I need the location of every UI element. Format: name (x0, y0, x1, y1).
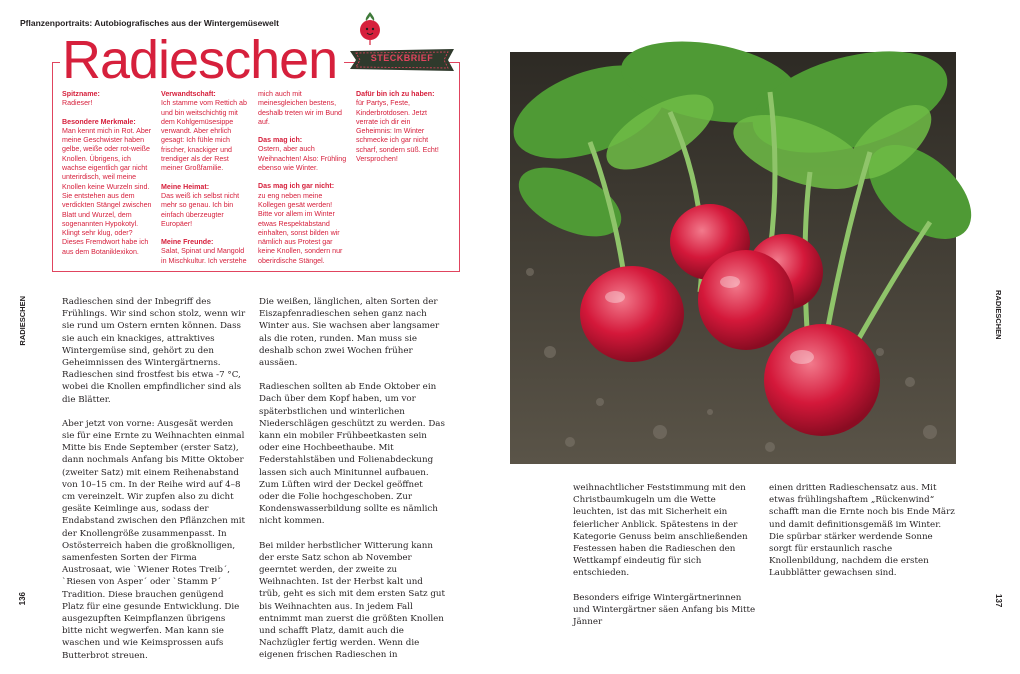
paragraph: weihnachtlicher Feststimmung mit den Christbaumkugeln um die Wette leuchten, ist das mit Sicherheit ein feierlicher Anblick. Spätestens in der Kategorie Genuss beim anschließenden Festessen haben die Radieschen den Wettkampf eindeutig für sich entschieden. (573, 483, 748, 579)
steckbrief-col-2 (161, 90, 251, 275)
sb-text: für Partys, Feste, Kinderbrotdosen. Jetzt verrate ich dir ein Geheimnis: Im Winter schmecke ich gar nicht scharf, sondern süß. Echt! Versprochen! (356, 99, 439, 164)
body-col-4 (769, 482, 955, 592)
paragraph: Radieschen sind der Inbegriff des Frühlings. Wir sind schon stolz, wenn wir sie rund um Ostern ernten können. Dass sie auch ein knackiges, attraktives Wintergemüse sind, gehört zu den Geheimnissen des Wintergärtnerns. Radieschen sind frostfest bis etwa -7 °C, wobei die Knollen empfindlicher sind als die Blätter. (62, 297, 246, 405)
page-title: Radieschen (62, 30, 338, 90)
paragraph: Besonders eifrige Wintergärtnerinnen und Wintergärtner säen Anfang bis Mitte Jänner (573, 592, 756, 628)
sb-heading: Verwandtschaft: (161, 90, 216, 98)
body-col-3 (573, 482, 759, 640)
body-col-2 (259, 296, 445, 674)
badge-label: STECKBRIEF (370, 53, 434, 63)
radish-photo (510, 52, 956, 464)
body-col-1 (62, 296, 248, 674)
radish-mascot-icon (356, 10, 384, 46)
paragraph: Bei milder herbstlicher Witterung kann der erste Satz schon ab November geerntet werden, der zweite zu Weihnachten. Ist der Herbst kalt und trüb, geht es sich mit dem ersten Satz gut bis Weihnachten aus. In jedem Fall entnimmt man zuerst die größten Knollen und schafft Platz, damit auch die Nachzügler fertig werden. Wenn die eigenen frischen Radieschen in (259, 540, 446, 661)
running-header: Pflanzenportraits: Autobiografisches aus der Wintergemüsewelt (20, 18, 279, 28)
page-number-left: 136 (18, 592, 27, 606)
paragraph: Radieschen sollten ab Ende Oktober ein Dach über dem Kopf haben, um vor späterbstlichen und winterlichen Niederschlägen geschützt zu werden. Das kann ein mobiler Frühbeetkasten sein oder eine Hochbeethaube. Mit Federstahlstäben und Folienabdeckung lassen sich auch Minitunnel aufbauen. Zum Lüften wird der Deckel geöffnet oder die Folie hochgeschoben. Zur Kondenswasserbildung sollte es nämlich nicht kommen. (259, 382, 445, 527)
side-label-left: RADIESCHEN (18, 296, 27, 346)
paragraph: Die weißen, länglichen, alten Sorten der Eiszapfenradieschen sehen ganz nach Winter aus. Sie wachsen aber langsamer als die roten, runden. Man muss sie deshalb schon zwei Wochen früher aussäen. (259, 297, 440, 369)
sb-heading: Meine Heimat: (161, 182, 210, 191)
sb-heading: Dafür bin ich zu haben: (356, 90, 435, 98)
steckbrief-col-1 (62, 90, 152, 266)
paragraph: einen dritten Radieschensatz aus. Mit etwas frühlingshaftem „Rückenwind“ schafft man die Ernte noch bis Ende März und damit definitionsgemäß im Winter. Die spürbar stärker werdende Sonne sorgt für erstaunlich rasche Knollenbildung, nachdem die ersten Laubblätter gewachsen sind. (769, 483, 955, 579)
sb-text: Ich stamme vom Rettich ab und bin weitschichtig mit dem Kohlgemüsesippe verwandt. Aber ehrlich gesagt: Ich fühle mich frischer, knackiger und trendiger als der Rest meiner Großfamilie. (161, 99, 247, 173)
sb-heading: Besondere Merkmale: (62, 117, 136, 126)
sb-heading: Spitzname: (62, 90, 100, 98)
side-label-right: RADIESCHEN (994, 290, 1003, 340)
sb-text: Salat, Spinat und Mangold in Mischkultur. Ich verstehe (161, 247, 247, 265)
sb-text: Ostern, aber auch Weihnachten! Also: Frühling ebenso wie Winter. (258, 145, 347, 173)
sb-text: Radieser! (62, 99, 93, 108)
sb-text: mich auch mit meinesgleichen bestens, deshalb treten wir im Bund auf. (258, 90, 342, 126)
paragraph: Aber jetzt von vorne: Ausgesät werden sie für eine Ernte zu Weihnachten einmal Mitte bis Ende September (erster Satz), dann nochmals Anfang bis Mitte Oktober (zweiter Satz) mit einem Reihenabstand von 10–15 cm. In der Reihe wird auf 4–8 cm vereinzelt. Wir zupfen also zu dicht gesäte Keimlinge aus, sodass der Endabstand zwischen den Pflänzchen mit der Knollengröße zusammenpasst. In Ostösterreich haben die großknolligen, samenfesten Sorten der Firma Austrosaat, wie ˋWiener Rotes Treibˊ, ˋRiesen von Asperˊ oder ˋStamm Pˊ Tradition. Diese brauchen genügend Platz für eine gesunde Entwicklung. Die ausgezupften Keimpflanzen übrigens bitte nicht wegwerfen. Man kann sie waschen und wie Keimsprossen aufs Butterbrot streuen. (62, 418, 246, 661)
sb-heading: Das mag ich gar nicht: (258, 182, 335, 191)
radish-photo-illustration (510, 52, 956, 464)
steckbrief-col-4 (356, 90, 446, 173)
sb-heading: Meine Freunde: (161, 238, 214, 247)
page-number-right: 137 (994, 594, 1003, 608)
steckbrief-col-3 (258, 90, 348, 275)
sb-text: Das weiß ich selbst nicht mehr so genau. Ich bin einfach überzeugter Europäer! (161, 191, 240, 228)
sb-heading: Das mag ich: (258, 136, 303, 145)
sb-text: Man kennt mich in Rot. Aber meine Geschwister haben gelbe, weiße oder rot-weiße Knollen. Übrigens, ich wachse eigentlich gar nicht unterirdisch, weil meine Knollen keine Wurzeln sind. Sie entstehen aus dem verdickten Stängel zwischen Blatt und Wurzel, dem sogenannten Hypokotyl. Klingt sehr klug, oder? Dieses Fremdwort habe ich aus dem Botaniklexikon. (62, 126, 152, 256)
sb-text: zu eng neben meine Kollegen gesät werden! Bitte vor allem im Winter etwas Respektabstand einhalten, sonst bilden wir nämlich aus Protest gar keine Knollen, sondern nur oberirdische Stängel. (258, 191, 343, 265)
